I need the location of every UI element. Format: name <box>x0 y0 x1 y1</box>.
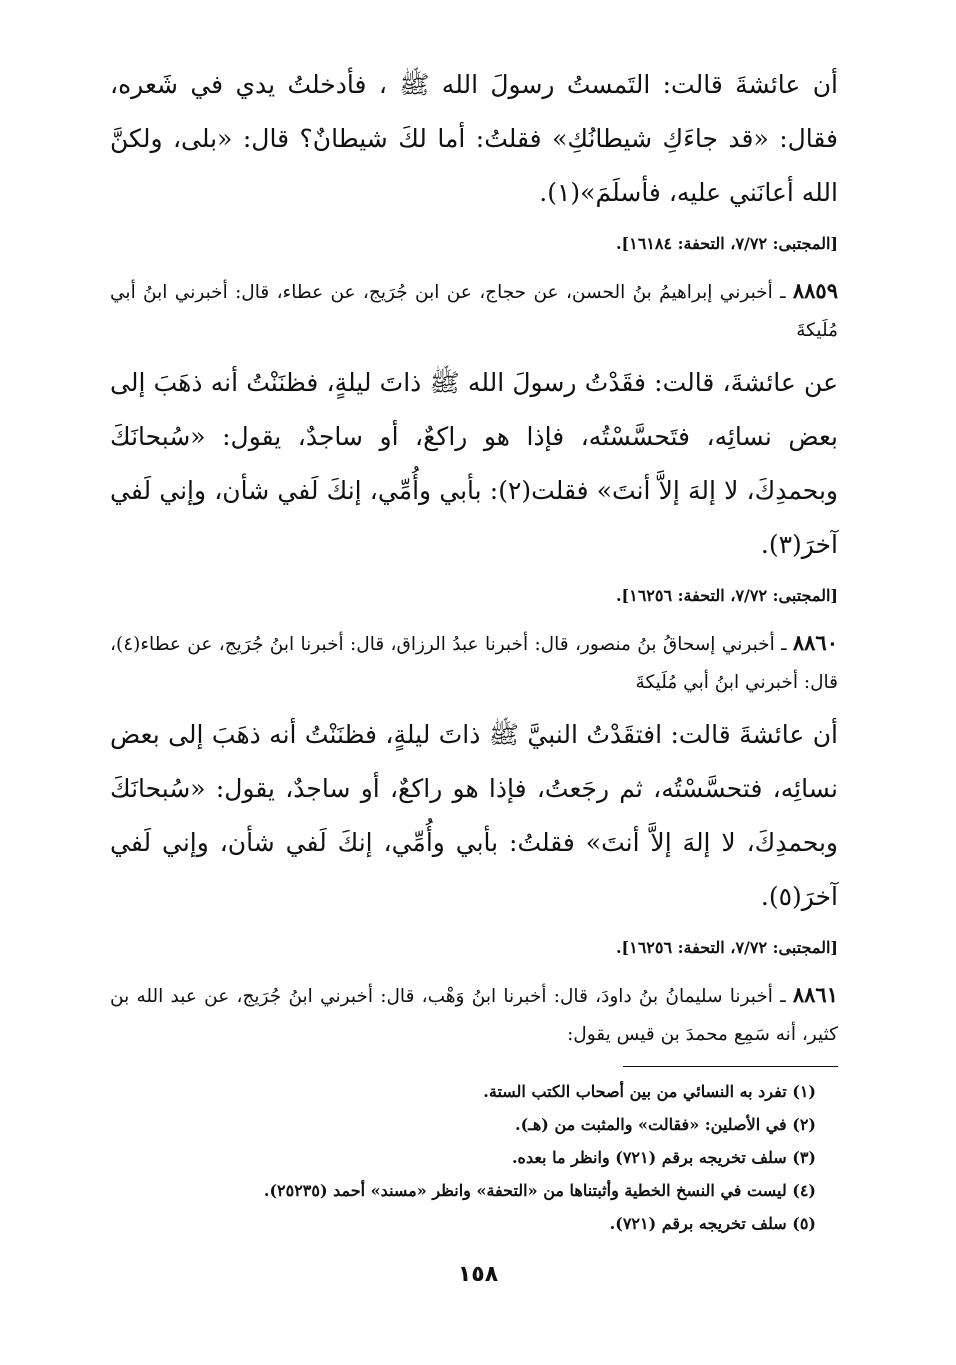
footnotes <box>110 1075 838 1240</box>
footnote-5: (٥) سلف تخريجه برقم (٧٢١). <box>609 1214 816 1233</box>
hadith-8861-isnad <box>110 976 838 1054</box>
hadith-8858-matn: أن عائشةَ قالت: التَمستُ رسولَ الله ﷺ ، فأدخلتُ يدي في شَعره، فقال: «قد جاءَكِ شيطانُكِ» فقلتُ: أما لكَ شيطانٌ؟ قال: «بلى، ولكنَّ الله أعانَني عليه، فأسلَمَ»(١). <box>110 70 838 207</box>
hadith-8860-number: ٨٨٦٠ <box>792 630 838 655</box>
hadith-8860-isnad <box>110 624 838 702</box>
footnote-4: (٤) ليست في النسخ الخطية وأثبتناها من «التحفة» وانظر «مسند» أحمد (٢٥٢٣٥). <box>263 1181 816 1200</box>
hadith-8859-isnad <box>110 272 838 350</box>
hadith-8860-matn: أن عائشةَ قالت: افتقَدْتُ النبيَّ ﷺ ذاتَ ليلةٍ، فظنَنْتُ أنه ذهَبَ إلى بعض نسائِه، فتحسَّسْتُه، ثم رجَعتُ، فإذا هو راكعٌ، أو ساجدٌ، يقول: «سُبحانَكَ وبحمدِكَ، لا إلهَ إلاَّ أنتَ» فقلتُ: بأبي وأُمِّي، إنكَ لَفي شأن، وإني لَفي آخرَ(٥). <box>110 720 838 911</box>
footnote-2: (٢) في الأصلين: «فقالت» والمثبت من (هـ). <box>515 1115 816 1134</box>
hadith-8860-takhrij: [المجتبى: ٧/٧٢، التحفة: ١٦٢٥٦]. <box>615 938 838 957</box>
footnote-1: (١) تفرد به النسائي من بين أصحاب الكتب الستة. <box>483 1082 816 1101</box>
page-number: ١٥٨ <box>457 1262 499 1287</box>
hadith-8859-number: ٨٨٥٩ <box>792 278 838 303</box>
hadith-8861-isnad-text: ـ أخبرنا سليمانُ بنُ داودَ، قال: أخبرنا ابنُ وَهْب، قال: أخبرني ابنُ جُرَيج، عن عبد الله بن كثير، أنه سَمِع محمدَ بن قيس يقول: <box>110 986 838 1045</box>
hadith-8859-isnad-text: ـ أخبرني إبراهيمُ بنُ الحسن، عن حجاج، عن ابن جُرَيج، عن عطاء، قال: أخبرني ابنُ أبي مُلَيكةَ <box>110 282 838 341</box>
hadith-8860-isnad-text: ـ أخبرني إسحاقُ بنُ منصور، قال: أخبرنا عبدُ الرزاق، قال: أخبرنا ابنُ جُرَيج، عن عطاء(٤)، قال: أخبرني ابنُ أبي مُلَيكةَ <box>110 634 838 693</box>
page-body <box>110 58 838 1305</box>
hadith-8858-takhrij: [المجتبى: ٧/٧٢، التحفة: ١٦١٨٤]. <box>615 234 838 253</box>
footnote-3: (٣) سلف تخريجه برقم (٧٢١) وانظر ما بعده. <box>511 1148 816 1167</box>
hadith-8859-matn: عن عائشةَ، قالت: فقَدْتُ رسولَ الله ﷺ ذاتَ ليلةٍ، فظنَنْتُ أنه ذهَبَ إلى بعض نسائِه، فتَحسَّسْتُه، فإذا هو راكعٌ، أو ساجدٌ، يقول: «سُبحانَكَ وبحمدِكَ، لا إلهَ إلاَّ أنتَ» فقلت(٢): بأبي وأُمِّي، إنكَ لَفي شأن، وإني لَفي آخرَ(٣). <box>110 368 838 559</box>
hadith-8861-number: ٨٨٦١ <box>792 982 838 1007</box>
hadith-8859-takhrij: [المجتبى: ٧/٧٢، التحفة: ١٦٢٥٦]. <box>615 586 838 605</box>
footnote-separator <box>623 1066 838 1067</box>
